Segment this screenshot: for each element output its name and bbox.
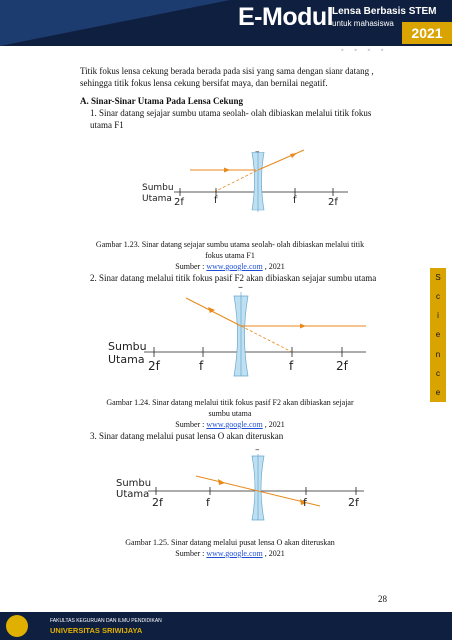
caption-3-source: [80, 549, 380, 559]
item-2: 2. Sinar datang melalui titik fokus pasif F2 akan dibiaskan sejajar sumbu utama: [90, 273, 377, 283]
tick-label-f-left: f: [206, 496, 210, 509]
item-1-line-2: utama F1: [90, 120, 124, 130]
brand-title: E-Modul: [238, 3, 334, 31]
axis-label: Sumbu: [108, 340, 147, 353]
source-year: , 2021: [262, 549, 285, 558]
brand-tagline: Lensa Berbasis STEM: [332, 6, 437, 17]
caption-2-line-2: sumbu utama: [208, 409, 252, 418]
source-year: , 2021: [262, 420, 285, 429]
axis-label: Utama: [108, 353, 145, 366]
header-banner: [0, 0, 452, 46]
lens-minus-label: –: [238, 282, 243, 293]
source-label: Sumber :: [175, 549, 207, 558]
page-number: 28: [378, 594, 387, 604]
tick-label-f-right: f: [293, 195, 297, 206]
caption-2-line-1: Gambar 1.24. Sinar datang melalui titik fokus pasif F2 akan dibiaskan sejajar: [106, 398, 354, 407]
diagram-center-ray: [114, 445, 364, 520]
tick-label-2f-right: 2f: [328, 197, 338, 208]
tick-label-2f-left: 2f: [174, 197, 184, 208]
tick-label-f-right: f: [289, 359, 294, 373]
source-link[interactable]: www.google.com: [206, 420, 263, 429]
lens-minus-label: –: [255, 445, 260, 455]
tick-label-2f-right: 2f: [348, 496, 359, 509]
caption-1-line-1: Gambar 1.23. Sinar datang sejajar sumbu utama seolah- olah dibiaskan melalui titik: [95, 240, 365, 249]
source-link[interactable]: www.google.com: [206, 549, 263, 558]
item-1-line-1: 1. Sinar datang sejajar sumbu utama seolah- olah dibiaskan melalui titik fokus: [90, 108, 372, 118]
sidebar-letter: e: [435, 330, 441, 340]
caption-1-source: [80, 262, 380, 272]
lens-minus-label: –: [255, 147, 260, 157]
axis-label: Sumbu: [116, 478, 152, 489]
source-year: , 2021: [262, 262, 285, 271]
source-label: Sumber :: [175, 420, 207, 429]
tick-label-f-left: f: [214, 195, 218, 206]
item-3: 3. Sinar datang melalui pusat lensa O akan diteruskan: [90, 431, 284, 441]
science-sidebar: [430, 268, 446, 402]
source-link[interactable]: www.google.com: [206, 262, 263, 271]
footer-banner: [0, 612, 452, 640]
tick-label-f-right: f: [303, 496, 307, 509]
sidebar-letter: e: [435, 387, 441, 397]
university-name: UNIVERSITAS SRIWIJAYA: [50, 626, 143, 635]
axis-label: Utama: [116, 489, 150, 500]
tick-label-2f-left: 2f: [152, 496, 163, 509]
tick-label-2f-right: 2f: [336, 359, 348, 373]
axis-label: Sumbu: [142, 183, 174, 193]
diagram-focal-ray: [108, 282, 366, 378]
year-badge: 2021: [402, 22, 452, 44]
tick-label-2f-left: 2f: [148, 359, 160, 373]
caption-3-line-1: Gambar 1.25. Sinar datang melalui pusat lensa O akan diteruskan: [125, 538, 335, 547]
intro-line-2: sehingga titik fokus lensa cekung bersifat maya, dan bernilai negatif.: [80, 78, 328, 88]
brand-subtagline: untuk mahasiswa: [332, 19, 394, 28]
axis-label: Utama: [142, 194, 172, 204]
tick-label-f-left: f: [199, 359, 204, 373]
diagram-parallel-ray: [140, 148, 350, 218]
section-heading: A. Sinar-Sinar Utama Pada Lensa Cekung: [80, 96, 244, 106]
decorative-dots: • • • •: [340, 46, 388, 55]
university-logo: [6, 615, 28, 637]
sidebar-letter: c: [436, 368, 440, 378]
intro-line-1: Titik fokus lensa cekung berada berada pada sisi yang sama dengan sianr datang ,: [80, 66, 374, 76]
faculty-name: FAKULTAS KEGURUAN DAN ILMU PENDIDIKAN: [50, 618, 162, 624]
sidebar-letter: c: [436, 292, 440, 302]
caption-1-line-2: fokus utama F1: [205, 251, 255, 260]
caption-2-source: [80, 420, 380, 430]
sidebar-letter: S: [435, 273, 441, 283]
source-label: Sumber :: [175, 262, 207, 271]
sidebar-letter: i: [437, 311, 439, 321]
header-decoration: [0, 0, 230, 46]
sidebar-letter: n: [435, 349, 441, 359]
